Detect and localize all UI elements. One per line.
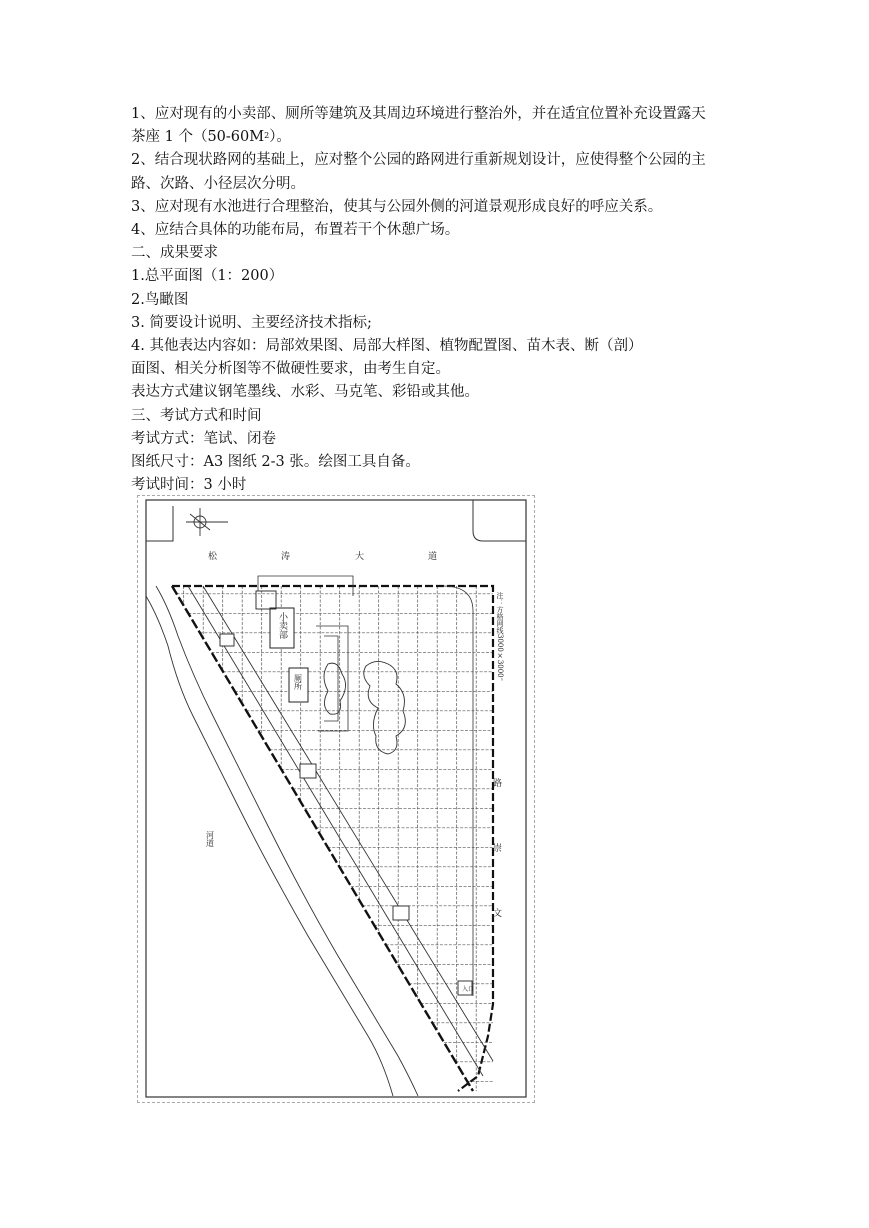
exam-requirements-text: [131, 103, 751, 497]
text-line-15: 考试方式：笔试、闭卷: [131, 430, 276, 447]
superscript-2: 2: [264, 131, 270, 141]
pond-small: [324, 663, 346, 714]
pavilion-1: [220, 634, 234, 646]
gate-label: 入口: [462, 986, 475, 993]
north-arrow-icon: [186, 508, 228, 536]
road-top-char-3: 大: [355, 552, 365, 562]
toilet-label: 厕所: [293, 674, 303, 690]
text-line-9: 2.鸟瞰图: [131, 291, 189, 308]
plan-border: [146, 500, 526, 1097]
text-line-12: 面图、相关分析图等不做硬性要求，由考生自定。: [131, 361, 450, 378]
text-line-5: 3、应对现有水池进行合理整治，使其与公园外侧的河道景观形成良好的呼应关系。: [131, 198, 663, 215]
river-bank-left: [146, 596, 393, 1096]
text-line-3: 2、结合现状路网的基础上，应对整个公园的路网进行重新规划设计，应使得整个公园的主: [131, 152, 706, 169]
pavilion-2: [300, 764, 316, 778]
internal-path-b: [324, 636, 338, 721]
site-plan-figure: [137, 495, 535, 1103]
road-top-char-1: 松: [208, 552, 218, 562]
text-line-6: 4、应结合具体的功能布局，布置若干个休憩广场。: [131, 222, 460, 239]
text-line-16: 图纸尺寸：A3 图纸 2-3 张。绘图工具自备。: [131, 454, 420, 471]
road-edge-right: [473, 500, 526, 541]
pond-large: [364, 661, 406, 754]
road-right-char-2: 崇: [493, 844, 503, 854]
pavilion-3: [393, 906, 409, 920]
section-heading-results: 二、成果要求: [131, 245, 218, 262]
road-edge-top: [146, 506, 173, 541]
section-heading-exam: 三、考试方式和时间: [131, 407, 262, 424]
text-line-8: 1.总平面图（1：200）: [131, 268, 284, 285]
grid-lines: [177, 586, 493, 1091]
text-line-1: 1、应对现有的小卖部、厕所等建筑及其周边环境进行整治外，并在适宜位置补充设置露天: [131, 106, 706, 122]
road-top-char-2: 涛: [281, 552, 291, 562]
text-line-11: 4. 其他表达内容如：局部效果图、局部大样图、植物配置图、苗木表、断（剖）: [131, 338, 643, 355]
internal-path-a: [316, 626, 348, 731]
road-top-char-4: 道: [428, 552, 438, 562]
diagonal-path-outer: [188, 586, 483, 1076]
text-line-17: 考试时间：3 小时: [131, 477, 247, 494]
text-line-13: 表达方式建议钢笔墨线、水彩、马克笔、彩铅或其他。: [131, 384, 479, 401]
river-label: 河道: [205, 831, 215, 847]
text-line-4: 路、次路、小径层次分明。: [131, 175, 305, 192]
site-plan-drawing: [138, 496, 534, 1102]
text-line-10: 3. 简要设计说明、主要经济技术指标;: [131, 314, 372, 331]
road-right-char-1: 文: [493, 909, 503, 919]
road-right-char-3: 路: [493, 779, 503, 789]
grid-note: 注：方格网线3000×3000。: [496, 592, 504, 685]
diagonal-boundary: [172, 586, 473, 1091]
site-boundary: [172, 586, 493, 1091]
shop-label: 小卖部: [277, 612, 287, 639]
text-line-2: 茶座 1 个$(50-60M^2)$。: [131, 129, 291, 146]
inner-corner: [443, 586, 473, 996]
